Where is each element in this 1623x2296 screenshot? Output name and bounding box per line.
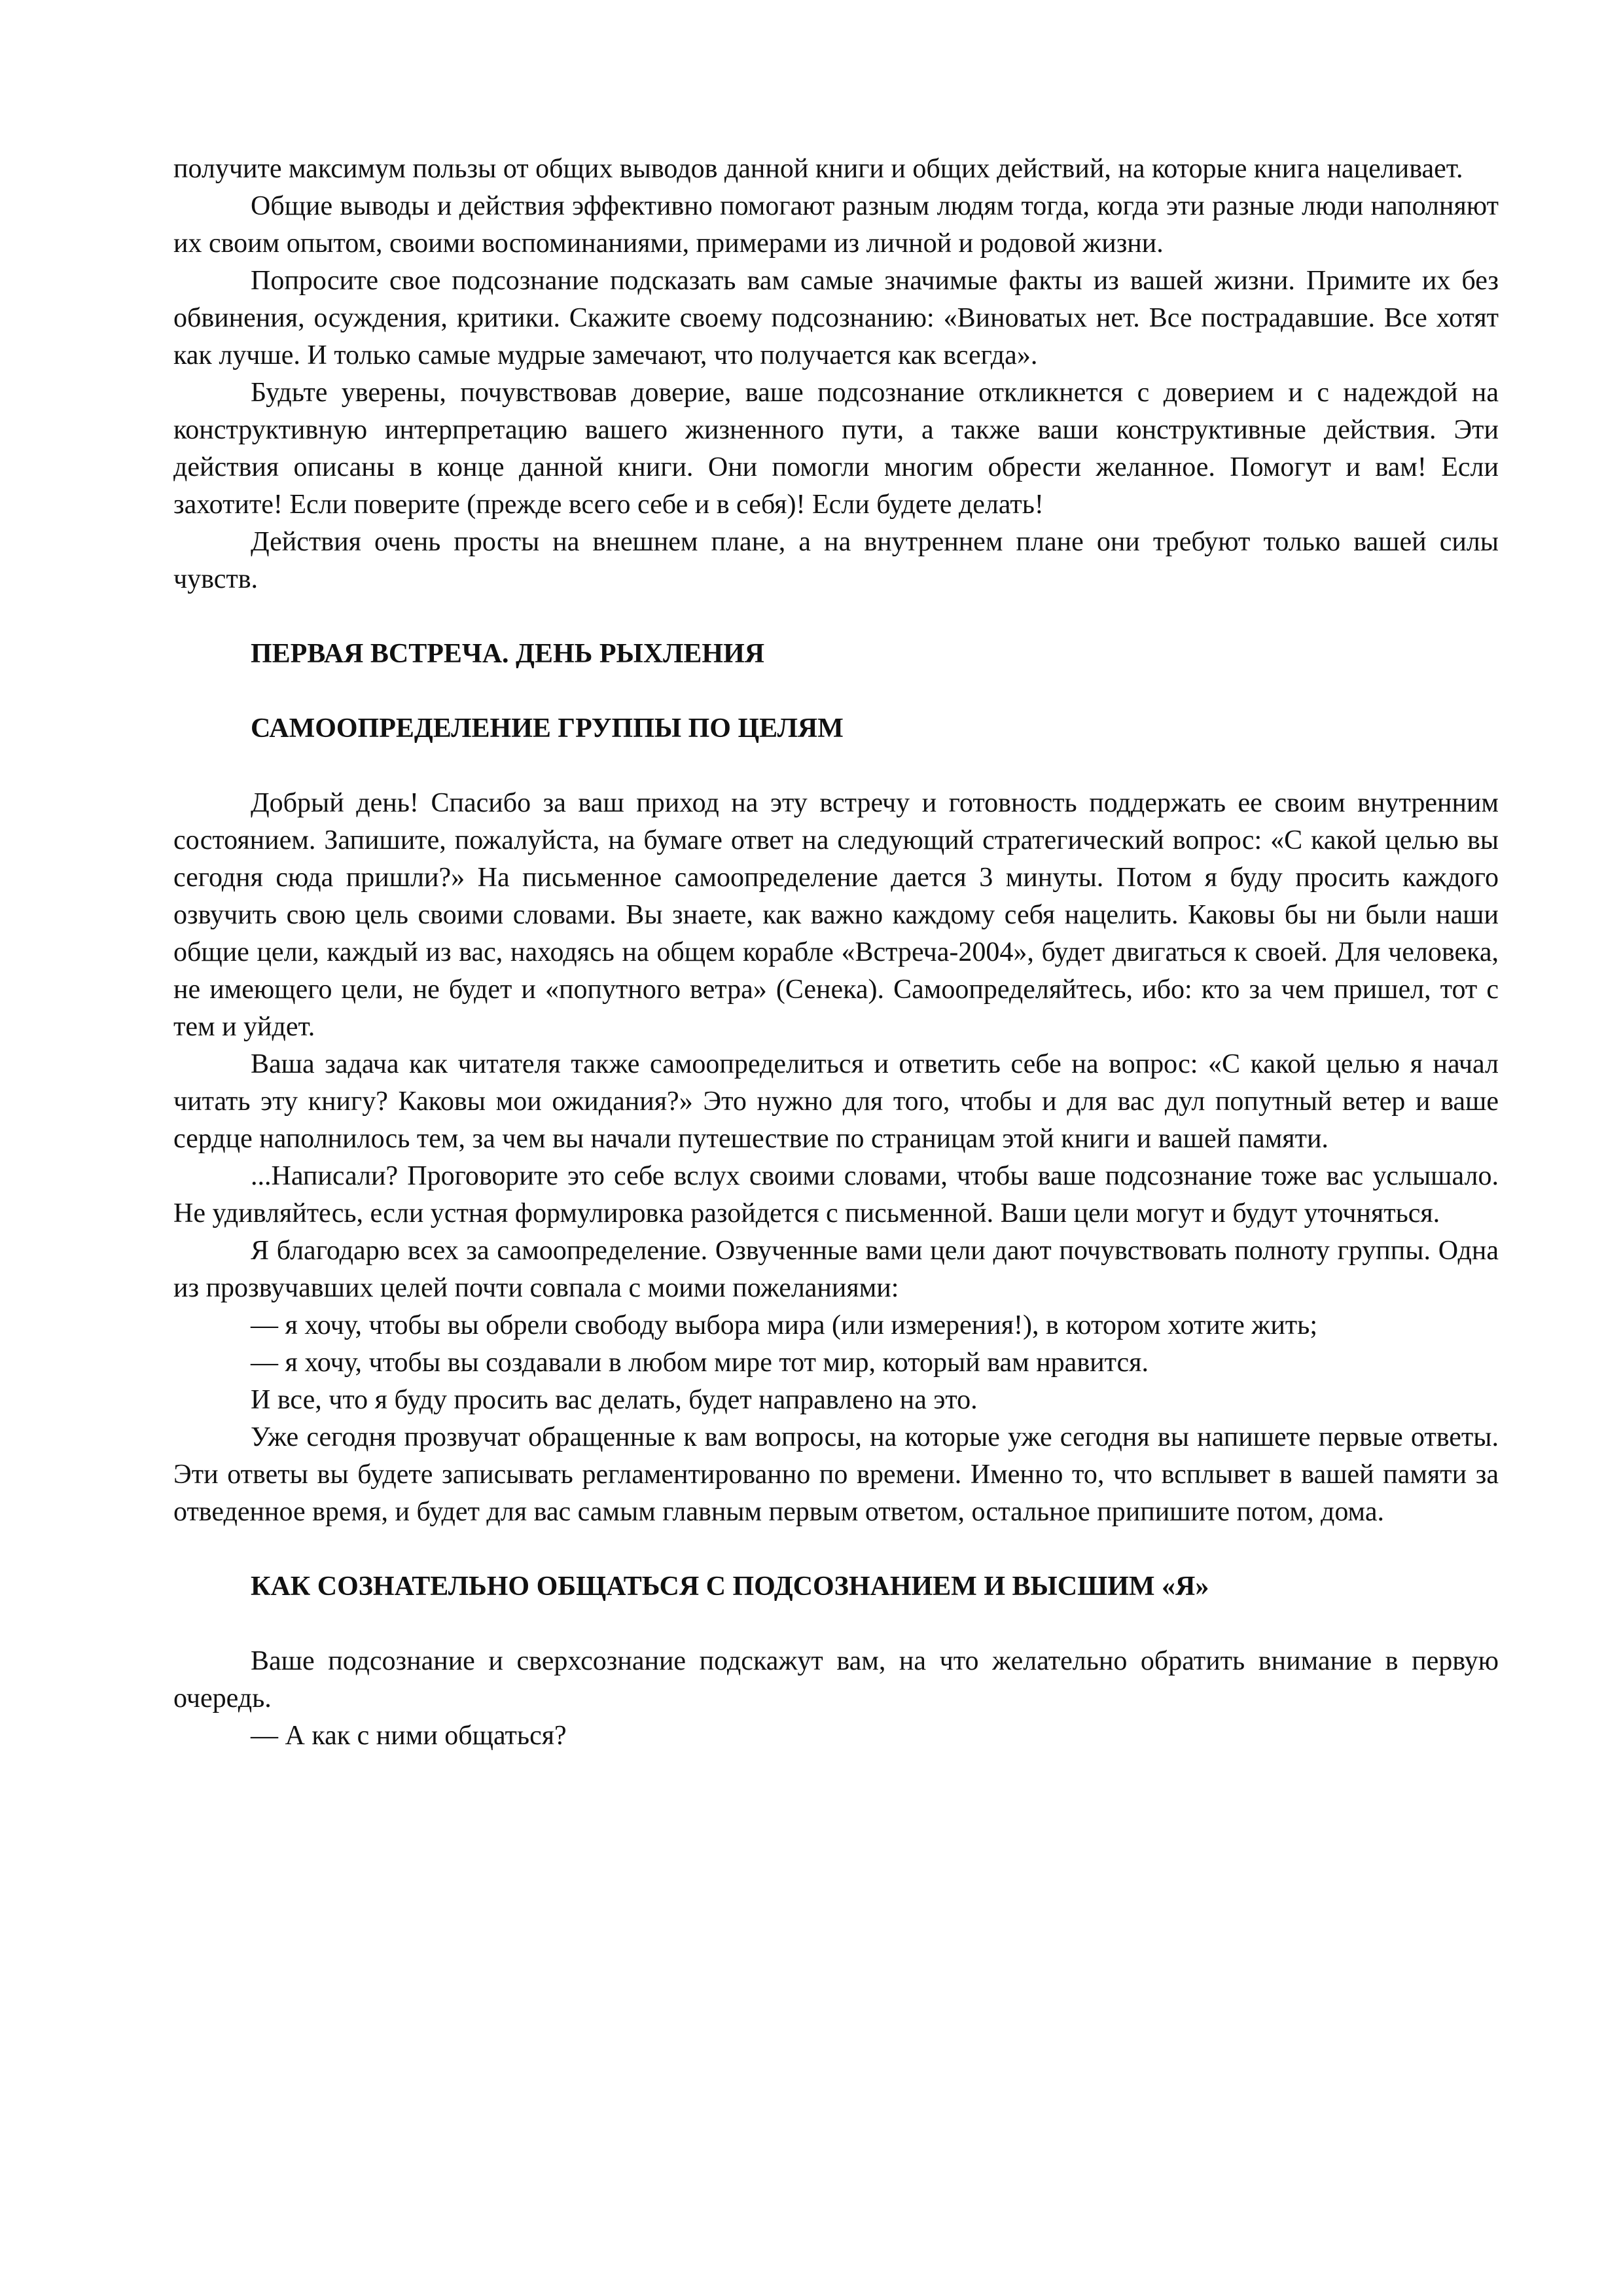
paragraph: Я благодарю всех за самоопределение. Озвученные вами цели дают почувствовать полноту группы. Одна из прозвучавших целей почти совпала с моими пожеланиями: [173, 1236, 1499, 1303]
paragraph: — А как с ними общаться? [251, 1721, 567, 1751]
paragraph: — я хочу, чтобы вы создавали в любом мире тот мир, который вам нравится. [251, 1348, 1149, 1378]
paragraph: И все, что я буду просить вас делать, будет направлено на это. [251, 1385, 978, 1415]
paragraph: Общие выводы и действия эффективно помогают разным людям тогда, когда эти разные люди наполняют их своим опытом, своими воспоминаниями, примерами из личной и родовой жизни. [173, 191, 1499, 259]
paragraph: — я хочу, чтобы вы обрели свободу выбора мира (или измерения!), в котором хотите жить; [251, 1310, 1317, 1340]
paragraph: Уже сегодня прозвучат обращенные к вам вопросы, на которые уже сегодня вы напишете первые ответы. Эти ответы вы будете записывать регламентированно по времени. Именно то, что всплывет в вашей памяти за отведенное время, и будет для вас самым главным первым ответом, остальное припишите потом, дома. [173, 1422, 1499, 1527]
section-heading: КАК СОЗНАТЕЛЬНО ОБЩАТЬСЯ С ПОДСОЗНАНИЕМ И ВЫСШИМ «Я» [251, 1571, 1209, 1602]
section-heading: САМООПРЕДЕЛЕНИЕ ГРУППЫ ПО ЦЕЛЯМ [251, 713, 844, 744]
section-heading: ПЕРВАЯ ВСТРЕЧА. ДЕНЬ РЫХЛЕНИЯ [251, 639, 765, 669]
paragraph: Добрый день! Спасибо за ваш приход на эту встречу и готовность поддержать ее своим внутренним состоянием. Запишите, пожалуйста, на бумаге ответ на следующий стратегический вопрос: «С какой целью вы сегодня сюда пришли?» На письменное самоопределение дается 3 минуты. Потом я буду просить каждого озвучить свою цель своими словами. Вы знаете, как важно каждому себя нацелить. Каковы бы ни были наши общие цели, каждый из вас, находясь на общем корабле «Встреча-2004», будет двигаться к своей. Для человека, не имеющего цели, не будет и «попутного ветра» (Сенека). Самоопределяйтесь, ибо: кто за чем пришел, тот с тем и уйдет. [173, 788, 1499, 1042]
paragraph: получите максимум пользы от общих выводов данной книги и общих действий, на которые книга нацеливает. [173, 154, 1463, 184]
paragraph: Ваше подсознание и сверхсознание подскажут вам, на что желательно обратить внимание в первую очередь. [173, 1646, 1499, 1713]
paragraph: Ваша задача как читателя также самоопределиться и ответить себе на вопрос: «С какой целью я начал читать эту книгу? Каковы мои ожидания?» Это нужно для того, чтобы и для вас дул попутный ветер и ваше сердце наполнилось тем, за чем вы начали путешествие по страницам этой книги и вашей памяти. [173, 1049, 1499, 1154]
paragraph: Действия очень просты на внешнем плане, а на внутреннем плане они требуют только вашей силы чувств. [173, 527, 1499, 594]
paragraph: Будьте уверены, почувствовав доверие, ваше подсознание откликнется с доверием и с надеждой на конструктивную интерпретацию вашего жизненного пути, а также ваши конструктивные действия. Эти действия описаны в конце данной книги. Они помогли многим обрести желанное. Помогут и вам! Если захотите! Если поверите (прежде всего себе и в себя)! Если будете делать! [173, 378, 1499, 520]
paragraph: Попросите свое подсознание подсказать вам самые значимые факты из вашей жизни. Примите их без обвинения, осуждения, критики. Скажите своему подсознанию: «Виноватых нет. Все пострадавшие. Все хотят как лучше. И только самые мудрые замечают, что получается как всегда». [173, 266, 1499, 370]
paragraph: ...Написали? Проговорите это себе вслух своими словами, чтобы ваше подсознание тоже вас услышало. Не удивляйтесь, если устная формулировка разойдется с письменной. Ваши цели могут и будут уточняться. [173, 1161, 1499, 1229]
